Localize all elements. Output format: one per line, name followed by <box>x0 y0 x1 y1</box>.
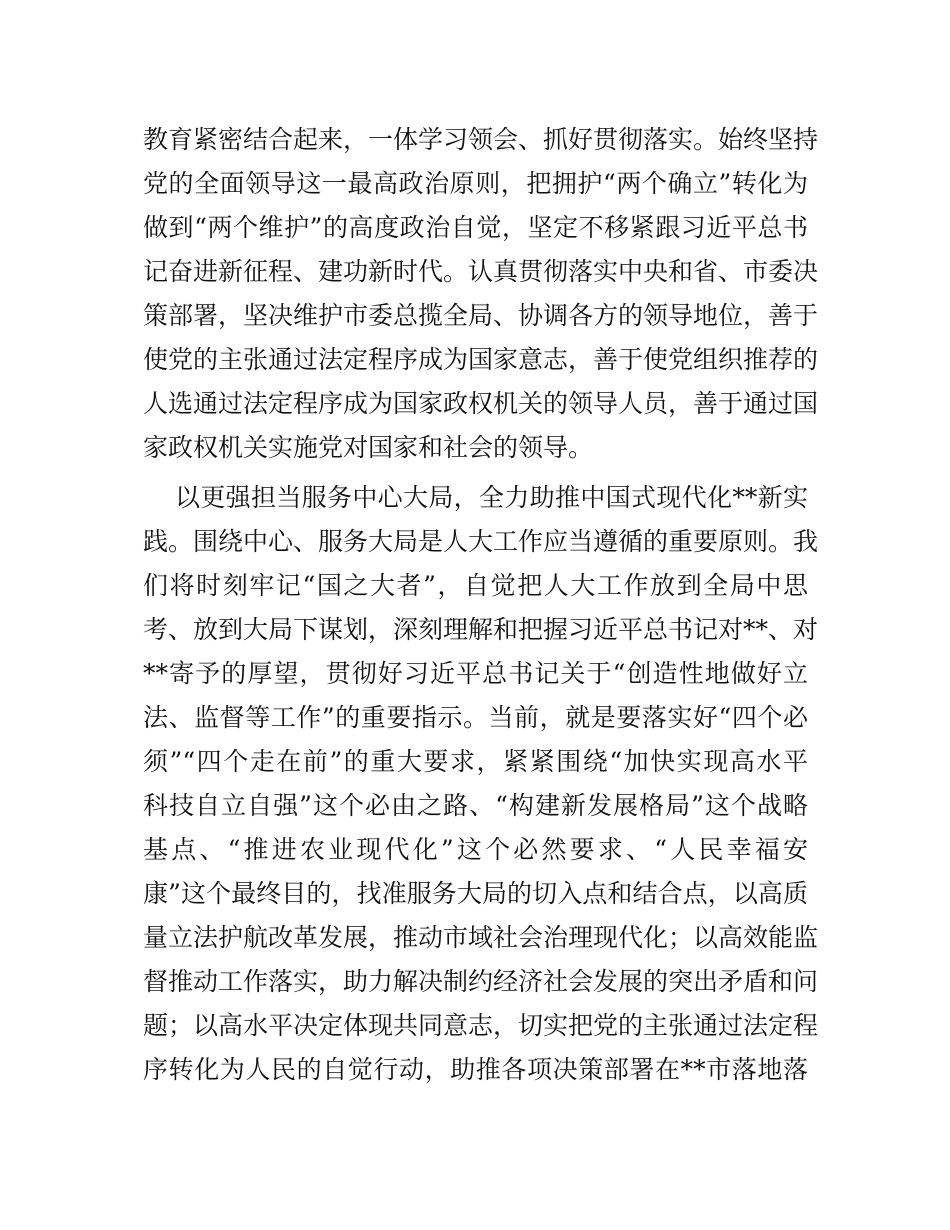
paragraph-2-line-10: 康”这个最终目的，找准服务大局的切入点和结合点，以高质 <box>143 879 808 908</box>
paragraph-1-line-3: 做到“两个维护”的高度政治自觉，坚定不移紧跟习近平总书 <box>143 213 808 242</box>
paragraph-2-line-2: 践。围绕中心、服务大局是人大工作应当遵循的重要原则。我 <box>143 527 819 556</box>
paragraph-1-line-1: 教育紧密结合起来，一体学习领会、抓好贯彻落实。始终坚持 <box>143 125 819 154</box>
paragraph-2-line-11: 量立法护航改革发展，推动市域社会治理现代化；以高效能监 <box>143 923 819 952</box>
paragraph-1-line-6: 使党的主张通过法定程序成为国家意志，善于使党组织推荐的 <box>143 345 819 374</box>
paragraph-2-line-6: 法、监督等工作”的重要指示。当前，就是要落实好“四个必 <box>143 703 808 732</box>
paragraph-1-line-7: 人选通过法定程序成为国家政权机关的领导人员，善于通过国 <box>143 389 819 418</box>
paragraph-2-line-9: 基点、“推进农业现代化”这个必然要求、“人民幸福安 <box>143 835 808 864</box>
paragraph-2-line-5: **寄予的厚望，贯彻好习近平总书记关于“创造性地做好立 <box>143 659 808 688</box>
paragraph-1-line-4: 记奋进新征程、建功新时代。认真贯彻落实中央和省、市委决 <box>143 257 819 286</box>
paragraph-1-line-5: 策部署，坚决维护市委总揽全局、协调各方的领导地位，善于 <box>143 301 819 330</box>
paragraph-2-line-1: 以更强担当服务中心大局，全力助推中国式现代化**新实 <box>175 483 808 512</box>
paragraph-2-line-8: 科技自立自强”这个必由之路、“构建新发展格局”这个战略 <box>143 791 808 820</box>
paragraph-1-line-2: 党的全面领导这一最高政治原则，把拥护“两个确立”转化为 <box>143 169 808 198</box>
paragraph-2-line-13: 题；以高水平决定体现共同意志，切实把党的主张通过法定程 <box>143 1011 819 1040</box>
paragraph-2-line-3: 们将时刻牢记“国之大者”，自觉把人大工作放到全局中思 <box>143 571 808 600</box>
paragraph-2-line-7: 须”“四个走在前”的重大要求，紧紧围绕“加快实现高水平 <box>143 747 808 776</box>
paragraph-1-line-8: 家政权机关实施党对国家和社会的领导。 <box>143 433 594 462</box>
paragraph-2-line-12: 督推动工作落实，助力解决制约经济社会发展的突出矛盾和问 <box>143 967 819 996</box>
paragraph-2-line-14: 序转化为人民的自觉行动，助推各项决策部署在**市落地落 <box>143 1055 808 1084</box>
paragraph-2-line-4: 考、放到大局下谋划，深刻理解和把握习近平总书记对**、对 <box>143 615 819 644</box>
